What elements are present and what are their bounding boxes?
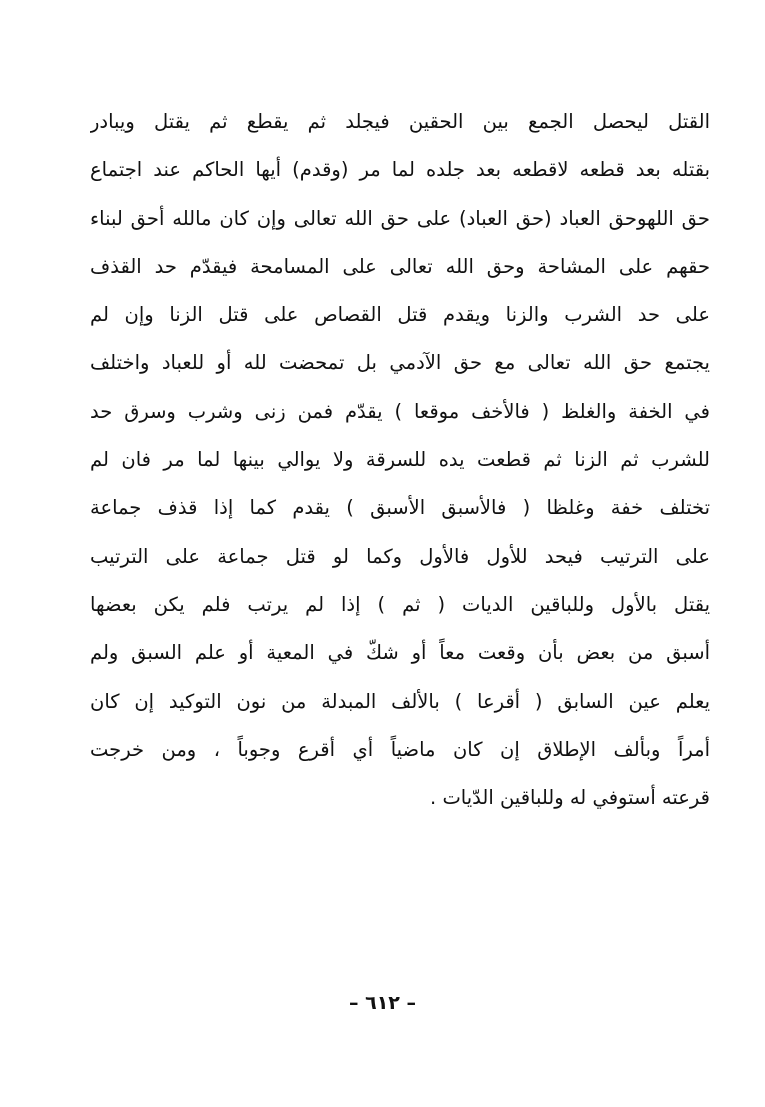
text-line-6: يجتمع حق الله تعالى مع حق الآدمي بل تمحضت لله أو للعباد واختلف [90,351,710,375]
text-line-5: على حد الشرب والزنا ويقدم قتل القصاص على قتل الزنا وإن لم [90,303,710,327]
text-line-3: حق اللهوحق العباد (حق العباد) على حق الله تعالى وإن كان مالله أحق لبناء [90,206,710,230]
text-line-12: أسبق من بعض بأن وقعت معاً أو شكّ في المعية أو علم السبق ولم [90,641,710,665]
text-line-15: قرعته أستوفي له وللباقين الدّيات . [430,786,710,810]
text-line-8: للشرب ثم الزنا ثم قطعت يده للسرقة ولا يوالي بينها لما مر فان لم [90,448,710,472]
text-line-7: في الخفة والغلظ ( فالأخف موقعا ) يقدّم فمن زنى وشرب وسرق حد [90,399,710,423]
text-line-1: القتل ليحصل الجمع بين الحقين فيجلد ثم يقطع ثم يقتل ويبادر [90,110,710,133]
text-line-9: تختلف خفة وغلظا ( فالأسبق الأسبق ) يقدم كما إذا قذف جماعة [90,496,710,520]
text-line-2: بقتله بعد قطعه لاقطعه بعد جلده لما مر (وقدم) أيها الحاكم عند اجتماع [90,158,710,182]
text-line-4: حقهم على المشاحة وحق الله تعالى على المسامحة فيقدّم حد القذف [90,254,710,278]
text-line-10: على الترتيب فيحد للأول فالأول وكما لو قتل جماعة على الترتيب [90,544,710,568]
text-line-13: يعلم عين السابق ( أقرعا ) بالألف المبدلة من نون التوكيد إن كان [90,689,710,713]
body-text [90,98,710,822]
text-line-14: أمراً وبألف الإطلاق إن كان ماضياً أي أقرع وجوباً ، ومن خرجت [90,737,710,761]
page-number: – ٦١٢ – [348,992,417,1014]
text-line-11: يقتل بالأول وللباقين الديات ( ثم ) إذا لم يرتب فلم يكن بعضها [90,592,710,616]
